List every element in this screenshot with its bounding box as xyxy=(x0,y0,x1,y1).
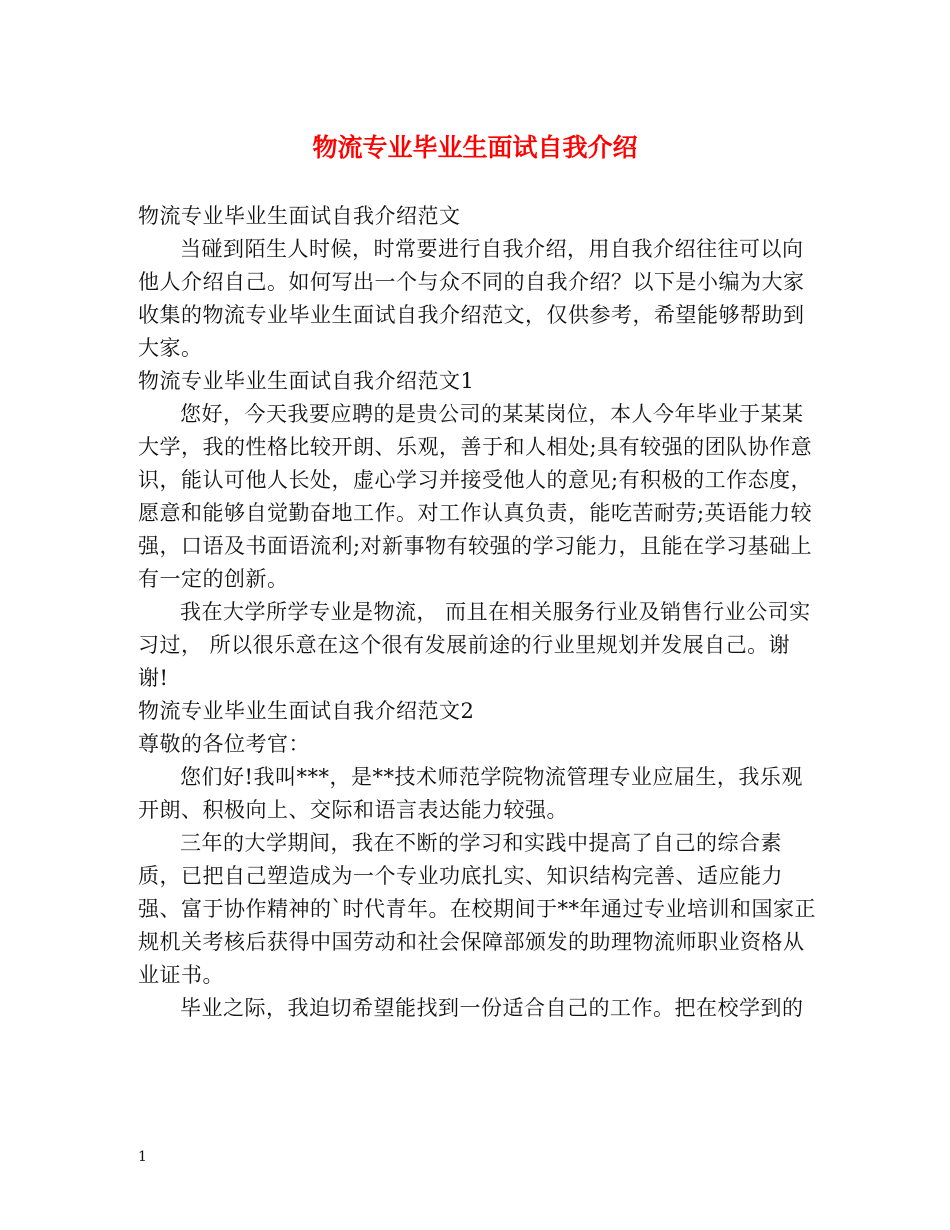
body-paragraph: 毕业之际，我迫切希望能找到一份适合自己的工作。把在校学到的 xyxy=(180,996,804,1020)
document-body xyxy=(138,200,820,1025)
body-paragraph: 您们好!我叫***，是**技术师范学院物流管理专业应届生，我乐观开朗、积极向上、交际和语言表达能力较强。 xyxy=(138,765,803,822)
intro-paragraph: 当碰到陌生人时候，时常要进行自我介绍，用自我介绍往往可以向他人介绍自己。如何写出一个与众不同的自我介绍？以下是小编为大家收集的物流专业毕业生面试自我介绍范文，仅供参考，希望能够帮助到大家。 xyxy=(138,237,805,360)
body-paragraph: 三年的大学期间，我在不断的学习和实践中提高了自己的综合素质，已把自己塑造成为一个专业功底扎实、知识结构完善、适应能力强、富于协作精神的`时代青年。在校期间于**年通过专业培训和国家正规机关考核后获得中国劳动和社会保障部颁发的助理物流师职业资格从业证书。 xyxy=(138,831,816,987)
section-heading: 物流专业毕业生面试自我介绍范文1 xyxy=(138,369,475,393)
body-paragraph: 您好，今天我要应聘的是贵公司的某某岗位，本人今年毕业于某某大学，我的性格比较开朗、乐观，善于和人相处;具有较强的团队协作意识，能认可他人长处，虚心学习并接受他人的意见;有积极的工作态度，愿意和能够自觉勤奋地工作。对工作认真负责，能吃苦耐劳;英语能力较强，口语及书面语流利;对新事物有较强的学习能力，且能在学习基础上有一定的创新。 xyxy=(138,402,813,591)
body-paragraph: 我在大学所学专业是物流， 而且在相关服务行业及销售行业公司实习过， 所以很乐意在这个很有发展前途的行业里规划并发展自己。谢谢! xyxy=(138,600,811,690)
salutation: 尊敬的各位考官： xyxy=(138,732,310,756)
section-heading: 物流专业毕业生面试自我介绍范文 xyxy=(138,204,461,228)
section-heading: 物流专业毕业生面试自我介绍范文2 xyxy=(138,699,475,723)
page-number: 1 xyxy=(138,1149,147,1165)
document-title: 物流专业毕业生面试自我介绍 xyxy=(312,133,638,162)
